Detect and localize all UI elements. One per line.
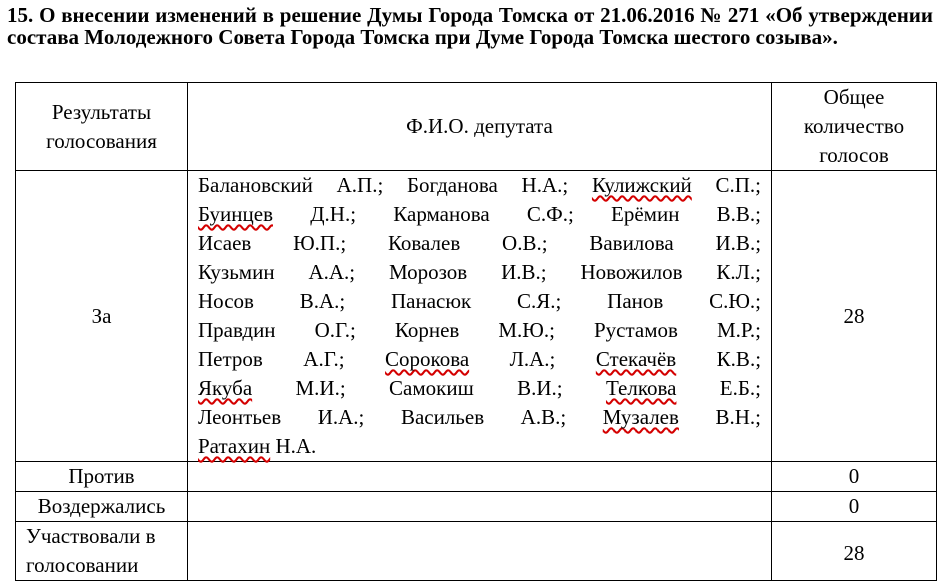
result-abstained: Воздержались [16, 492, 188, 522]
names-line: Балановский А.П.; Богданова Н.А.; Кулижский С.П.; [198, 173, 762, 197]
names-line: Леонтьев И.А.; Васильев А.В.; Музалев В.Н.; [198, 405, 761, 429]
names-line: Буинцев Д.Н.; Карманова С.Ф.; Ерёмин В.В.; [198, 202, 762, 226]
result-against: Против [16, 462, 188, 492]
table-row [16, 522, 937, 581]
names-line: Ратахин Н.А. [198, 434, 317, 458]
deputy-names-list [188, 171, 772, 462]
total-abstained: 0 [772, 492, 937, 522]
names-line: Исаев Ю.П.; Ковалев О.В.; Вавилова И.В.; [198, 231, 762, 255]
table-row [16, 492, 937, 522]
document-heading: 15. О внесении изменений в решение Думы Города Томска от 21.06.2016 № 271 «Об утверждении состава Молодежного Совета Города Томска при Думе Города Томска шестого созыва». [7, 3, 933, 49]
empty-cell [188, 462, 772, 492]
header-total: Общее количество голосов [772, 83, 937, 171]
result-for: За [16, 171, 188, 462]
result-participated: Участвовали в голосовании [16, 522, 188, 581]
table-header-row [16, 83, 937, 171]
names-line: Правдин О.Г.; Корнев М.Ю.; Рустамов М.Р.; [198, 318, 762, 342]
total-participated: 28 [772, 522, 937, 581]
names-line: Якуба М.И.; Самокиш В.И.; Телкова Е.Б.; [198, 376, 761, 400]
total-against: 0 [772, 462, 937, 492]
names-line: Носов В.А.; Панасюк С.Я.; Панов С.Ю.; [198, 289, 762, 313]
header-deputy: Ф.И.О. депутата [188, 83, 772, 171]
names-line: Кузьмин А.А.; Морозов И.В.; Новожилов К.Л.; [198, 260, 761, 284]
names-line: Петров А.Г.; Сорокова Л.А.; Стекачёв К.В.; [198, 347, 762, 371]
table-row [16, 171, 937, 462]
header-result: Результаты голосования [16, 83, 188, 171]
table-row [16, 462, 937, 492]
empty-cell [188, 522, 772, 581]
voting-results-table [15, 82, 937, 581]
total-for: 28 [772, 171, 937, 462]
empty-cell [188, 492, 772, 522]
